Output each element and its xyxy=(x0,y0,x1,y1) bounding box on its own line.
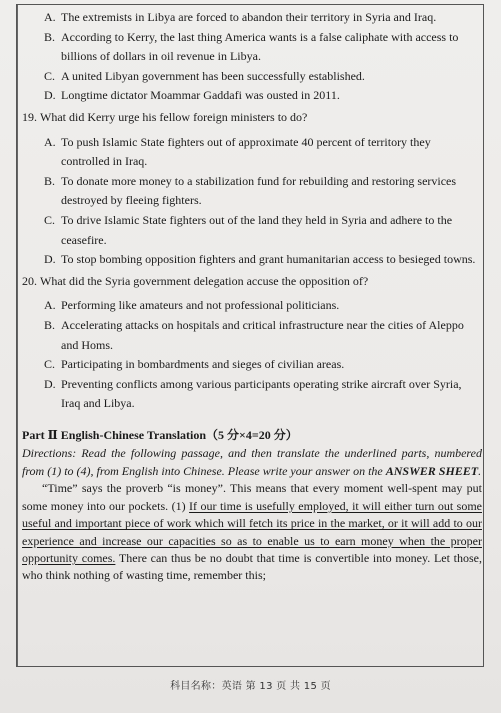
q20-option-c: C. Participating in bombardments and sieges of civilian areas. xyxy=(44,357,345,372)
border-left xyxy=(17,5,18,666)
part-2-passage: “Time” says the proverb “is money”. This means that every moment well-spent may put some money into our pockets. (1) If our time is usefully employed, it will either turn out some useful and important piece of work which will fetch its price in the market, or it will add to our experience and increase our capacities so as to enable us to earn money when the proper opportunity comes. There can thus be no doubt that time is convertible into money. Let those, who think nothing of wasting time, remember this; xyxy=(22,481,483,583)
q18-option-a: A. The extremists in Libya are forced to abandon their territory in Syria and Iraq. xyxy=(44,10,437,24)
q18-option-c: C. A united Libyan government has been successfully established. xyxy=(44,68,365,83)
q20-option-a: A. Performing like amateurs and not professional politicians. xyxy=(44,298,340,313)
underlined-part-1: If our time is usefully employed, it will either turn out some useful and important piece of work which will fetch its price in the market, or it will add to our experience and increase our capacities so as to enable us to earn money when the proper opportunity comes. xyxy=(22,498,482,565)
q20-option-d: D. Preventing conflicts among various participants operating strike aircraft over Syria, Iraq and Libya. xyxy=(44,376,462,411)
q18-option-d: D. Longtime dictator Moammar Gaddafi was ousted in 2011. xyxy=(44,88,340,103)
q19-option-a: A. To push Islamic State fighters out of approximate 40 percent of territory they controlled in Iraq. xyxy=(44,134,431,169)
page-footer: 科目名称：英语 第 13 页 共 15 页 xyxy=(170,681,331,692)
part-2-directions: Directions: Read the following passage, and then translate the underlined parts, numbered from (1) to (4), from English into Chinese. Please write your answer on the ANSWER SHEET. xyxy=(22,446,482,478)
exam-content xyxy=(22,8,482,585)
q18-option-b: B. According to Kerry, the last thing America wants is a false caliphate with access to billions of dollars in oil revenue in Libya. xyxy=(44,29,459,64)
q19-option-c: C. To drive Islamic State fighters out of the land they held in Syria and adhere to the ceasefire. xyxy=(44,212,453,247)
question-20: 20. What did the Syria government delegation accuse the opposition of? xyxy=(22,273,369,288)
spacer xyxy=(22,414,482,420)
q19-option-d: D. To stop bombing opposition fighters and grant humanitarian access to besieged towns. xyxy=(44,252,476,267)
q20-option-b: B. Accelerating attacks on hospitals and critical infrastructure near the cities of Aleppo and Homs. xyxy=(44,317,464,352)
question-19: 19. What did Kerry urge his fellow foreign ministers to do? xyxy=(22,109,308,124)
q18-options xyxy=(22,8,482,106)
part-2-title: Part Ⅱ English-Chinese Translation（5 分×4=20 分） xyxy=(22,427,298,442)
q19-option-b: B. To donate more money to a stabilization fund for rebuilding and restoring services destroyed by fleeing fighters. xyxy=(44,173,457,208)
